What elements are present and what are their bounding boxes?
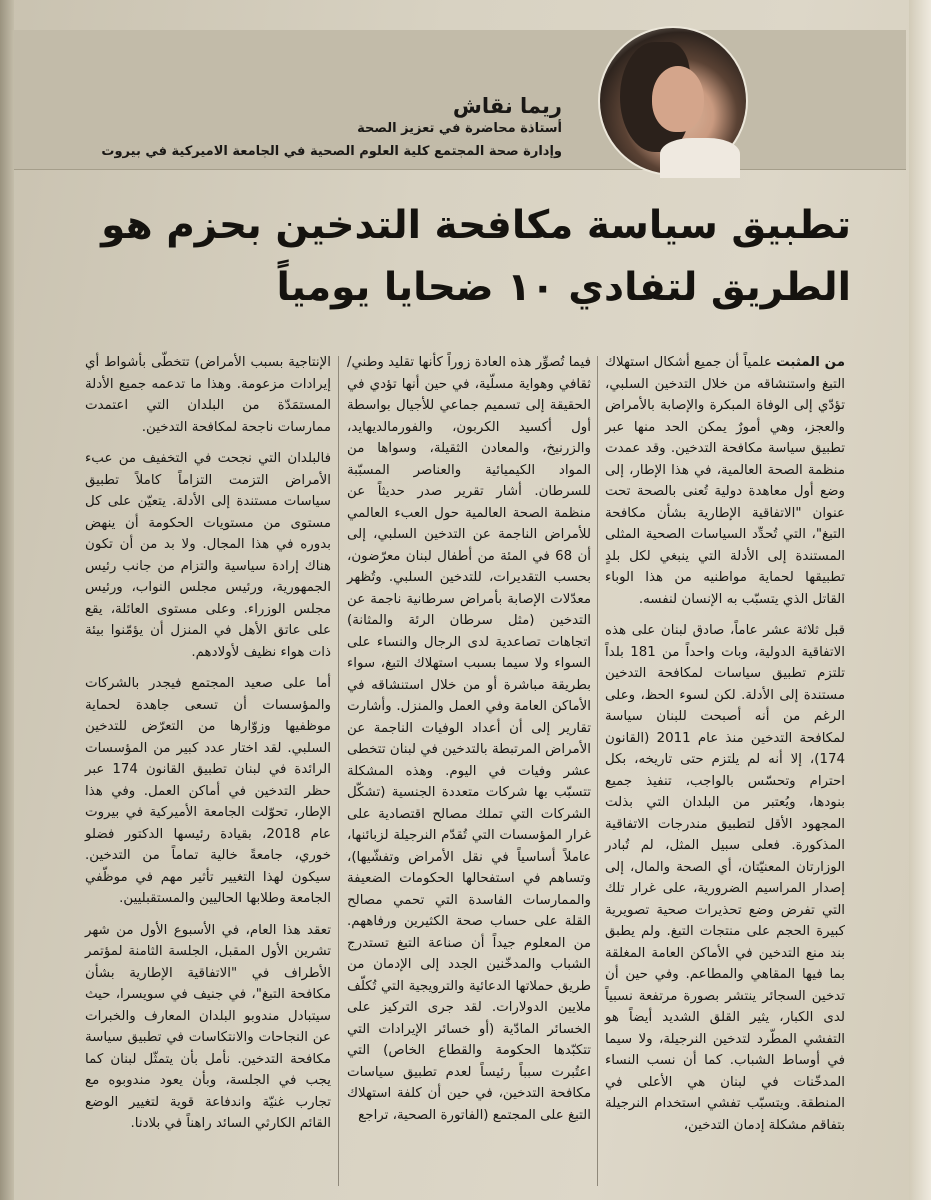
column-divider xyxy=(338,356,339,1186)
paragraph-text: علمياً أن جميع أشكال استهلاك التبغ واستنشاقه من خلال التدخين السلبي، تؤدّي إلى الوفاة المبكرة والإصابة بالأمراض والعجز، وهي أمورٌ يمكن الحد منها عبر تطبيق سياسة مكافحة التدخين. وقد عمدت منظمة الصحة العالمية، في هذا الإطار، إلى وضع أول معاهدة دولية تُعنى بالصحة تحت عنوان "الاتفاقية الإطارية بشأن مكافحة التبغ"، التي تُحدِّد السياسات الصحية المثلى المستندة إلى الأدلة التي ينبغي لكل بلدٍ تطبيقها لحماية مواطنيه من هذا الوباء القاتل الذي يتسبّب به الإنسان لنفسه. xyxy=(605,355,845,607)
paragraph: أما على صعيد المجتمع فيجدر بالشركات والمؤسسات أن تسعى جاهدة لحماية موظفيها وزوّارها من التعرّض للتدخين السلبي. لقد اختار عدد كبير من المؤسسات الرائدة في لبنان تطبيق القانون 174 عبر حظر التدخين في أماكن العمل. وفي هذا الإطار، تحوّلت الجامعة الأميركية في بيروت عام 2018، بقيادة رئيسها الدكتور فضلو خوري، جامعةً خالية تماماً من التدخين. سيكون لهذا التغيير تأثير مهم في موظّفي الجامعة وطلابها الحاليين والمستقبليين. xyxy=(85,676,331,906)
article-column-2 xyxy=(347,352,591,1136)
author-role: أستاذة محاضرة في تعزيز الصحة xyxy=(357,121,562,136)
paragraph-lead: من المثبت xyxy=(776,355,845,370)
headline-line-1: تطبيق سياسة مكافحة التدخين بحزم هو xyxy=(101,203,851,248)
article-column-1 xyxy=(605,352,845,1146)
author-photo xyxy=(598,26,748,176)
paragraph: فالبلدان التي نجحت في التخفيف من عبء الأمراض التزمت التزاماً كاملاً تطبيق سياسات مستندة إلى الأدلة. يتعيّن على كل مستوى من مستويات الحكومة أن ينهض بدوره في هذا المجال. ولا بد من أن تكون هناك إرادة سياسية والتزام من جانب رئيس الجمهورية، ورئيس مجلس النواب، ورئيس مجلس الوزراء. وعلى مستوى العائلة، يقع على عاتق الأهل في المنزل أن يؤمّنوا بيئة ذات هواء نظيف لأولادهم. xyxy=(85,451,331,660)
headline-line-2: الطريق لتفادي ١٠ ضحايا يومياً xyxy=(276,265,851,310)
column-divider xyxy=(597,356,598,1186)
paragraph: الإنتاجية بسبب الأمراض) تتخطّى بأشواط أي إيرادات مزعومة. وهذا ما تدعمه جميع الأدلة المستمَدّة من البلدان التي اعتمدت ممارسات ناجحة لمكافحة التدخين. xyxy=(85,355,331,435)
page-edge-light xyxy=(909,0,931,1200)
author-photo-shirt xyxy=(660,138,740,178)
article-headline xyxy=(30,195,851,319)
author-department: وإدارة صحة المجتمع كلية العلوم الصحية في الجامعة الاميركية في بيروت xyxy=(101,144,562,159)
author-box xyxy=(14,30,906,170)
author-photo-face xyxy=(652,66,704,132)
author-name: ريما نقاش xyxy=(452,94,562,118)
paragraph: فيما تُصوِّر هذه العادة زوراً كأنها تقليد وطني/ثقافي وهواية مسلّية، في حين أنها تؤدي في الحقيقة إلى تسميم جماعي للأجيال بواسطة أول أكسيد الكربون، والفورمالديهايد، والزرنيخ، والمعادن الثقيلة، وسواها من المواد الكيميائية والعناصر المسبّبة للسرطان. أشار تقرير صدر حديثاً عن منظمة الصحة العالمية حول العبء العالمي للأمراض الناجمة عن التدخين السلبي، إلى أن 68 في المئة من أطفال لبنان معرّضون، بحسب التقديرات، للتدخين السلبي. وتُظهر معدّلات الإصابة بأمراض سرطانية ناجمة عن التدخين (مثل سرطان الرئة والمثانة) اتجاهات تصاعدية لدى الرجال والنساء على السواء ولا سيما بسبب استهلاك التبغ، سواء بطريقة مباشرة أو من خلال استنشاقه في الأماكن العامة وفي العمل والمنزل. وأشارت تقارير إلى أن أعداد الوفيات الناجمة عن الأمراض المرتبطة بالتدخين في لبنان تتخطى عشر وفيات في اليوم. وهذه المشكلة تتسبّب بها شركات متعددة الجنسية (تشكّل الشركات التي تملك مصالح اقتصادية على غرار المؤسسات التي تُقدّم النرجيلة لزبائنها، عاملاً أساسياً في نقل الأمراض وتفشّيها)، وتساهم في استفحالها الحكومات الضعيفة والممارسات الفاسدة التي تحمي مصالح القلة على حساب صحة الكثيرين ورفاههم. من المعلوم جيداً أن صناعة التبغ تستدرج الشباب والمدخّنين الجدد إلى الإدمان من طريق حملاتها الدعائية والترويجية التي تُكلّف ملايين الدولارات. لقد جرى التركيز على الخسائر المادّية (أو خسائر الإيرادات التي تتكبّدها الحكومة والقطاع الخاص) التي اعتُبرت سبباً رئيساً لعدم تطبيق سياسات مكافحة التدخين، في حين أن كلفة استهلاك التبغ على المجتمع (الفاتورة الصحية، تراجع xyxy=(347,355,591,1123)
article-column-3 xyxy=(85,352,331,1145)
paragraph xyxy=(605,352,845,610)
paragraph: قبل ثلاثة عشر عاماً، صادق لبنان على هذه الاتفاقية الدولية، وبات واحداً من 181 بلداً تلتزم تطبيق سياسات لمكافحة التدخين مستندة إلى الأدلة. لكن لسوء الحظ، وعلى الرغم من أنه أصبحت للبنان سياسة لمكافحة التدخين منذ عام 2011 (القانون 174)، إلا أنه لم يلتزم حتى تاريخه، بكل احترام وتحسّس بالواجب، تنفيذ جميع بنودها، ويُعتبر من البلدان التي بذلت المجهود الأقل لتطبيق مندرجات الاتفاقية المذكورة. فعلى سبيل المثل، لم تُبادر الوزارتان المعنيّتان، أي الصحة والمال، إلى إصدار المراسيم الضرورية، على غرار تلك التي تفرض وضع تحذيرات صحية تصويرية كبيرة الحجم على منتجات التبغ. ولم يطبق بند منع التدخين في الأماكن العامة المغلقة بما فيها المقاهي والمطاعم. وفي حين أن تدخين السجائر ينتشر بصورة مرتفعة نسبياً لدى الكبار، يثير القلق الشديد أيضاً هو التفشي المطّرد لتدخين النرجيلة، ولا سيما في أوساط الشباب. كما أن نسب النساء المدخّنات في لبنان هي الأعلى في المنطقة. ويتسبّب تفشي استخدام النرجيلة بتفاقم مشكلة إدمان التدخين، xyxy=(605,623,846,1133)
paragraph: تعقد هذا العام، في الأسبوع الأول من شهر تشرين الأول المقبل، الجلسة الثامنة لمؤتمر الأطراف في "الاتفاقية الإطارية بشأن مكافحة التبغ"، في جنيف في سويسرا، حيث سيتبادل مندوبو البلدان المعارف والخبرات عن النجاحات والانتكاسات في تطبيق سياسة مكافحة التدخين. نأمل بأن يتمثّل لبنان كما يجب في الجلسة، وبأن يعود مندوبوه مع تجارب غنيّة واندفاعة قوية لتغيير الوضع القائم الكارثي السائد راهناً في بلادنا. xyxy=(85,922,331,1131)
page-edge-shadow xyxy=(0,0,14,1200)
